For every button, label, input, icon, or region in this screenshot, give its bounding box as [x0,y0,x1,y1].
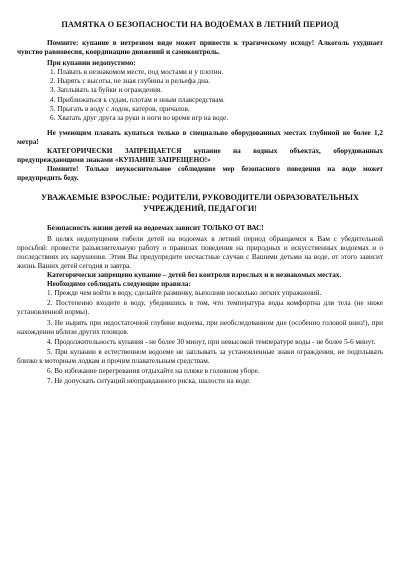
prohibited-item: 6. Хватать друг друга за руки и ноги во время игр на воде. [50,113,228,122]
forbidden-emphasis: КАТЕГОРИЧЕСКИ ЗАПРЕЩАЕТСЯ [47,147,182,156]
rule-item: 2. Постепенно входите в воду, убедившись в том, что температура воды комфортна для тела (не ниже установленной нормы). [17,299,383,317]
rule-item: 3. Не нырять при недостаточной глубине водоема, при необследованном дне (особенно головой вниз!), при нахождении вблизи других пловцов. [17,318,383,336]
intro-warning: Помните: купание в нетрезвом виде может привести к трагическому исходу! Алкоголь ухудшает чувство равновесия, координацию движений и самоконтроль. [17,39,383,57]
prohibited-heading: При купании недопустимо: [47,59,136,68]
safety-statement [17,224,383,233]
prohibited-item: 5. Прыгать в воду с лодок, катеров, причалов. [50,104,190,113]
rule-item: 1. Прежде чем войти в воду, сделайте разминку, выполнив несколько легких упражнений. [47,289,322,298]
remember-note: Помните! Только неукоснительное соблюдение мер безопасного поведения на воде может предупредить беду. [17,165,383,183]
appeal-title: УВАЖАЕМЫЕ ВЗРОСЛЫЕ: РОДИТЕЛИ, РУКОВОДИТЕЛИ ОБРАЗОВАТЕЛЬНЫХ УЧРЕЖДЕНИЙ, ПЕДАГОГИ! [41,193,359,213]
rules-heading: Необходимо соблюдать следующие правила: [47,280,191,289]
forbidden-note [17,147,383,165]
children-ban-note: Категорически запрещено купание – детей без контроля взрослых и в незнакомых местах. [47,271,342,280]
non-swimmers-note: Не умеющим плавать купаться только в специально оборудованных местах глубиной не более 1,2 метра! [17,128,383,146]
appeal-text: В целях недопущения гибели детей на водоемах в летний период обращаемся к Вам с убедительной просьбой: провести разъяснительную работу о правилах поведения на природных и искусственных водоемах и о последствиях их нарушения. Этим Вы предупредите несчастные случаи с Вашими детьми на воде, от этого зависит жизнь Ваших детей сегодня и завтра. [17,234,383,270]
page-title: ПАМЯТКА О БЕЗОПАСНОСТИ НА ВОДОЁМАХ В ЛЕТНИЙ ПЕРИОД [61,20,339,29]
prohibited-list [17,68,383,123]
rule-item: 5. При купании в естественном водоеме не заплывать за установленные знаки ограждения, не подплывать близко к моторным лодкам и прочим плавательным средствам. [17,347,383,365]
rule-item: 7. Не допускать ситуаций неоправданного риска, шалости на воде. [47,377,251,386]
prohibited-item: 1. Плавать в незнакомом месте, под мостами и у плотин. [50,68,224,77]
safety-text: Безопасность жизни детей на водоемах зависит [47,223,203,232]
safety-emphasis: ТОЛЬКО ОТ ВАС! [202,223,264,232]
prohibited-item: 2. Нырять с высоты, не зная глубины и рельефа дна. [50,77,210,86]
forbidden-text: купание на водных объектах, оборудованных предупреждающими знаками «КУПАНИЕ ЗАПРЕЩЕНО!» [17,147,383,165]
prohibited-item: 3. Заплывать за буйки и ограждения. [50,86,163,95]
rules-list [17,289,383,386]
rule-item: 4. Продолжительность купания - не более 30 минут, при невысокой температуре воды - не более 5-6 минут. [47,337,376,346]
prohibited-item: 4. Приближаться к судам, плотам и иным плавсредствам. [50,95,225,104]
rule-item: 6. Во избежание перегревания отдыхайте на пляже в головном уборе. [47,367,260,375]
